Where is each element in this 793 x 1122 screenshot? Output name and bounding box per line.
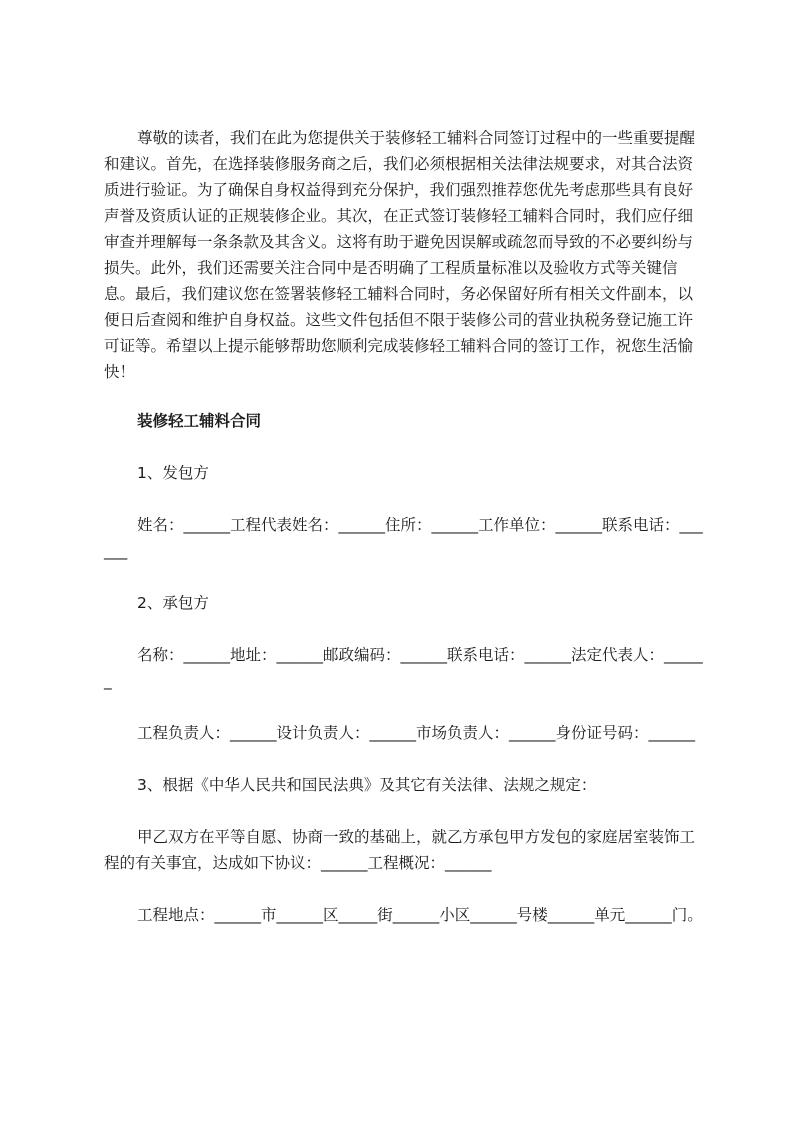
section2-heading: 2、承包方 xyxy=(137,594,209,612)
document-page xyxy=(104,125,704,928)
section3-location: 工程地点：______市______区_____街______小区______号楼______单元______门。 xyxy=(137,906,703,924)
contract-title: 装修轻工辅料合同 xyxy=(137,412,262,430)
spacer xyxy=(104,876,704,902)
spacer xyxy=(104,798,704,824)
section1-heading: 1、发包方 xyxy=(137,464,209,482)
intro-paragraph: 尊敬的读者，我们在此为您提供关于装修轻工辅料合同签订过程中的一些重要提醒和建议。首先，在选择装修服务商之后，我们必须根据相关法律法规要求，对其合法资质进行验证。为了确保自身权益得到充分保护，我们强烈推荐您优先考虑那些具有良好声誉及资质认证的正规装修企业。其次，在正式签订装修轻工辅料合同时，我们应仔细审查并理解每一条条款及其含义。这将有助于避免因误解或疏忽而导致的不必要纠纷与损失。此外，我们还需要关注合同中是否明确了工程质量标准以及验收方式等关键信息。最后，我们建议您在签署装修轻工辅料合同时，务必保留好所有相关文件副本，以便日后查阅和维护自身权益。这些文件包括但不限于装修公司的营业执税务登记施工许可证等。希望以上提示能够帮助您顺利完成装修轻工辅料合同的签订工作，祝您生活愉快！ xyxy=(104,129,696,381)
spacer xyxy=(104,616,704,642)
spacer xyxy=(104,564,704,590)
spacer xyxy=(104,746,704,772)
spacer xyxy=(104,486,704,512)
section1-fields: 姓名：______工程代表姓名：______住所：______工作单位：______联系电话：______ xyxy=(104,516,703,560)
spacer xyxy=(104,434,704,460)
section3-agreement: 甲乙双方在平等自愿、协商一致的基础上，就乙方承包甲方发包的家庭居室装饰工程的有关事宜，达成如下协议：______工程概况：______ xyxy=(104,828,696,872)
section2-fields-a: 名称：______地址：______邮政编码：______联系电话：______法定代表人：______ xyxy=(104,646,703,690)
section3-heading: 3、根据《中华人民共和国民法典》及其它有关法律、法规之规定： xyxy=(137,776,597,794)
spacer xyxy=(104,694,704,720)
spacer xyxy=(104,385,704,408)
section2-fields-b: 工程负责人：______设计负责人：______市场负责人：______身份证号码：______ xyxy=(137,724,696,742)
